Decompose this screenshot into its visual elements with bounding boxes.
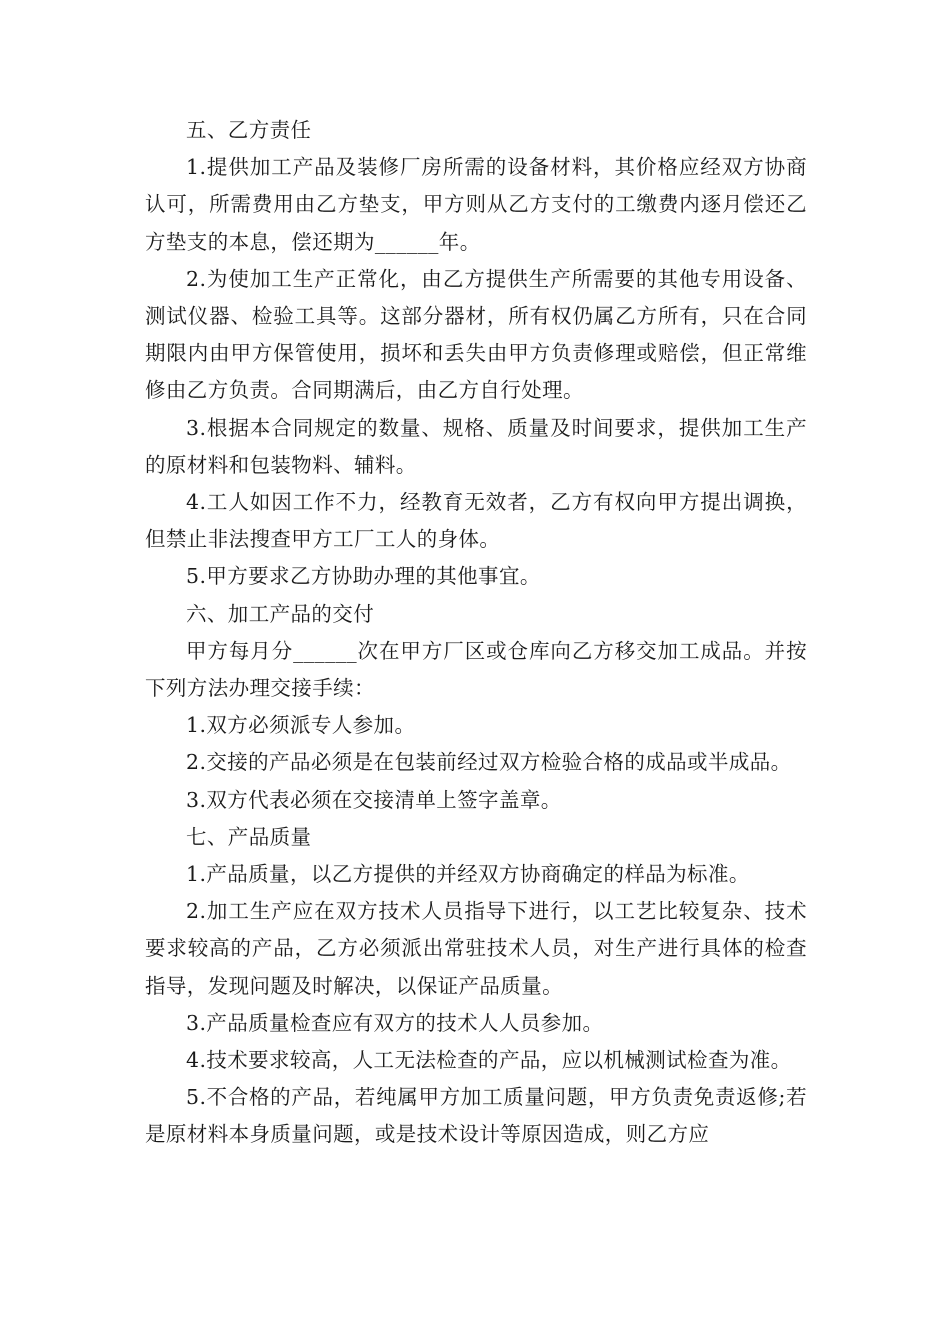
section-heading-7: 七、产品质量 bbox=[186, 824, 312, 849]
section-heading-5: 五、乙方责任 bbox=[186, 118, 312, 142]
document-page bbox=[145, 112, 807, 1154]
paragraph-6-2: 2.交接的产品必须是在包装前经过双方检验合格的成品或半成品。 bbox=[186, 750, 792, 775]
paragraph-7-5: 5.不合格的产品，若纯属甲方加工质量问题，甲方负责免责返修;若是原材料本身质量问题，或是技术设计等原因造成，则乙方应 bbox=[145, 1085, 807, 1147]
paragraph-5-2: 2.为使加工生产正常化，由乙方提供生产所需要的其他专用设备、测试仪器、检验工具等。这部分器材，所有权仍属乙方所有，只在合同期限内由甲方保管使用，损坏和丢失由甲方负责修理或赔偿，但正常维修由乙方负责。合同期满后，由乙方自行处理。 bbox=[145, 266, 807, 403]
paragraph-6-intro: 甲方每月分______次在甲方厂区或仓库向乙方移交加工成品。并按下列方法办理交接手续： bbox=[145, 638, 807, 701]
paragraph-5-1: 1.提供加工产品及装修厂房所需的设备材料，其价格应经双方协商认可，所需费用由乙方垫支，甲方则从乙方支付的工缴费内逐月偿还乙方垫支的本息，偿还期为______年。 bbox=[145, 155, 807, 254]
paragraph-5-3: 3.根据本合同规定的数量、规格、质量及时间要求，提供加工生产的原材料和包装物料、辅料。 bbox=[145, 415, 807, 477]
paragraph-7-2: 2.加工生产应在双方技术人员指导下进行，以工艺比较复杂、技术要求较高的产品，乙方必须派出常驻技术人员，对生产进行具体的检查指导，发现问题及时解决，以保证产品质量。 bbox=[145, 899, 807, 998]
paragraph-5-5: 5.甲方要求乙方协助办理的其他事宜。 bbox=[186, 564, 541, 589]
paragraph-7-3: 3.产品质量检查应有双方的技术人人员参加。 bbox=[186, 1010, 604, 1035]
section-heading-6: 六、加工产品的交付 bbox=[186, 601, 375, 626]
paragraph-6-1: 1.双方必须派专人参加。 bbox=[186, 713, 416, 738]
paragraph-5-4: 4.工人如因工作不力，经教育无效者，乙方有权向甲方提出调换，但禁止非法搜查甲方工厂工人的身体。 bbox=[145, 490, 807, 552]
paragraph-6-3: 3.双方代表必须在交接清单上签字盖章。 bbox=[186, 787, 562, 812]
paragraph-7-1: 1.产品质量，以乙方提供的并经双方协商确定的样品为标准。 bbox=[186, 862, 750, 887]
paragraph-7-4: 4.技术要求较高，人工无法检查的产品，应以机械测试检查为准。 bbox=[186, 1048, 792, 1073]
